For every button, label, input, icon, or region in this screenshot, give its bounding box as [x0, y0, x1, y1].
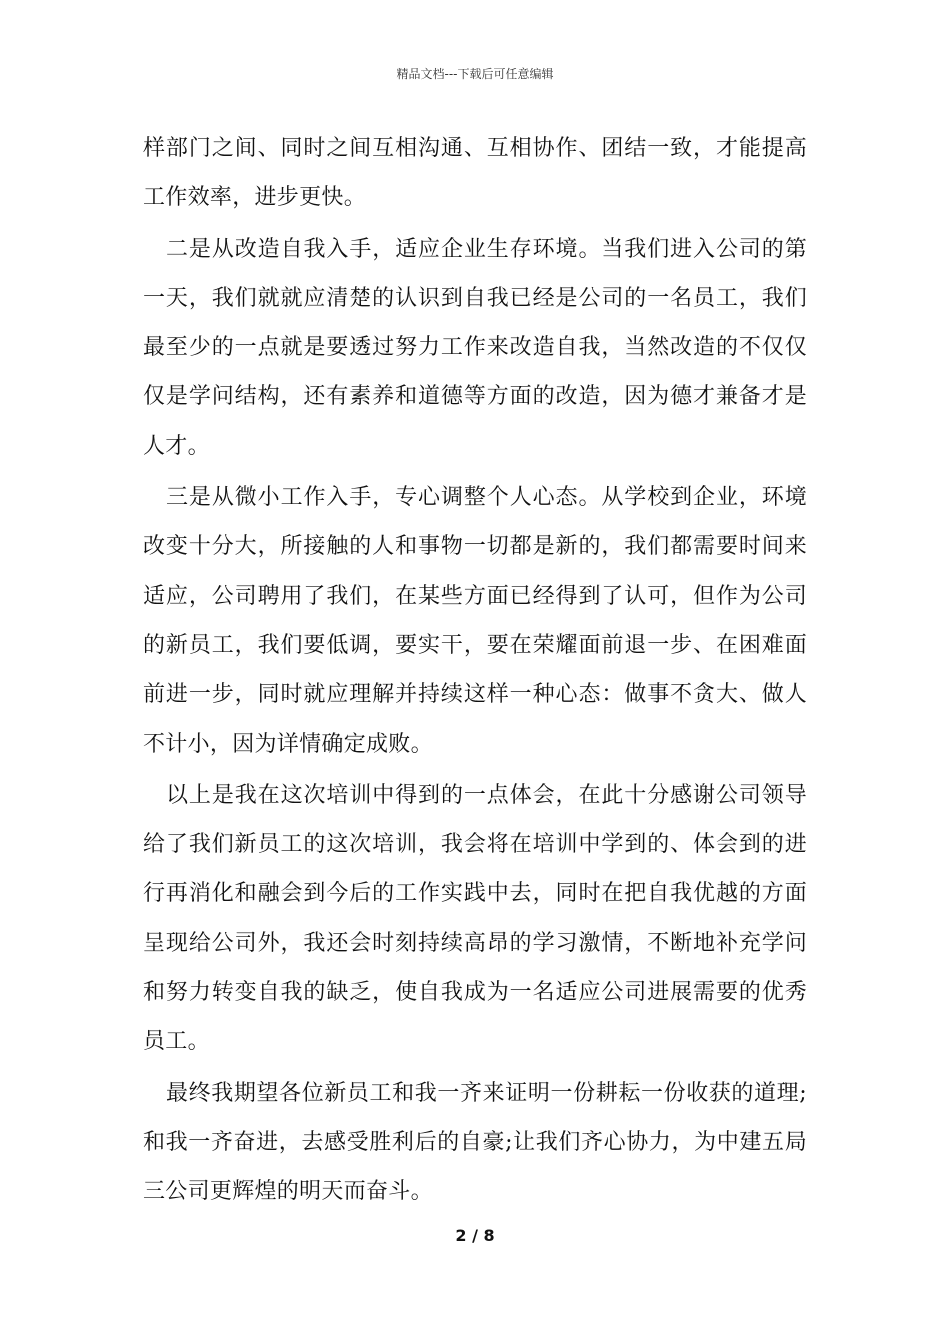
paragraph-closing: 最终我期望各位新员工和我一齐来证明一份耕耘一份收获的道理;和我一齐奋进，去感受胜利后的自豪;让我们齐心协力，为中建五局三公司更辉煌的明天而奋斗。	[143, 1080, 807, 1205]
paragraph-summary: 以上是我在这次培训中得到的一点体会，在此十分感谢公司领导给了我们新员工的这次培训，我会将在培训中学到的、体会到的进行再消化和融会到今后的工作实践中去，同时在把自我优越的方面呈现给公司外，我还会时刻持续高昂的学习激情，不断地补充学问和努力转变自我的缺乏，使自我成为一名适应公司进展需要的优秀员工。	[143, 782, 807, 1055]
page-header: 精品文档---下载后可任意编辑	[396, 67, 554, 81]
document-body	[143, 124, 807, 1219]
page-number: 2 / 8	[455, 1226, 495, 1245]
paragraph-continuation: 样部门之间、同时之间互相沟通、互相协作、团结一致，才能提高工作效率，进步更快。	[143, 136, 807, 211]
paragraph-point-three: 三是从微小工作入手，专心调整个人心态。从学校到企业，环境改变十分大，所接触的人和事物一切都是新的，我们都需要时间来适应，公司聘用了我们，在某些方面已经得到了认可，但作为公司的新员工，我们要低调，要实干，要在荣耀面前退一步、在困难面前进一步，同时就应理解并持续这样一种心态：做事不贪大、做人不计小，因为详情确定成败。	[143, 485, 807, 757]
paragraph-point-two: 二是从改造自我入手，适应企业生存环境。当我们进入公司的第一天，我们就就应清楚的认识到自我已经是公司的一名员工，我们最至少的一点就是要透过努力工作来改造自我，当然改造的不仅仅仅是学问结构，还有素养和道德等方面的改造，因为德才兼备才是人才。	[143, 236, 807, 459]
